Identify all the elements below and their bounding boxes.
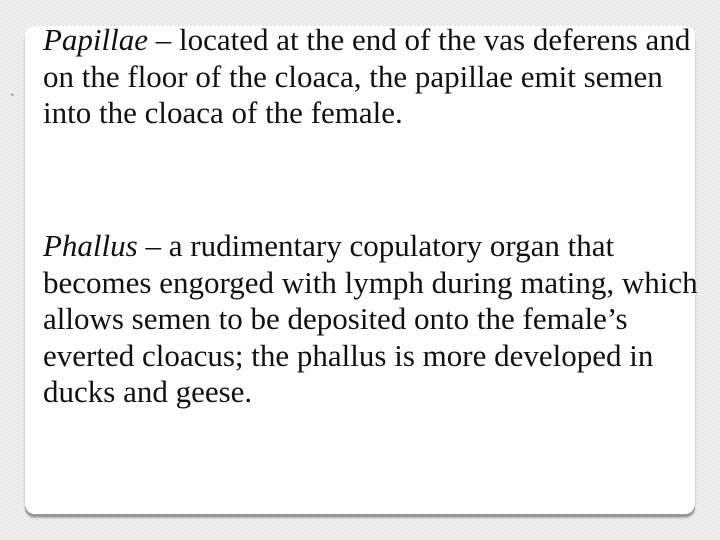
paragraph-phallus xyxy=(43,228,703,411)
definition-papillae: – located at the end of the vas deferens and on the floor of the cloaca, the papillae emit semen into the cloaca of the female. xyxy=(43,22,691,130)
paragraph-papillae xyxy=(43,22,703,132)
bullet-mark-icon: ` xyxy=(8,91,23,109)
term-phallus: Phallus xyxy=(43,228,138,263)
definition-phallus: – a rudimentary copulatory organ that becomes engorged with lymph during mating, which allows semen to be deposited onto the female’s everted cloacus; the phallus is more developed in ducks and geese. xyxy=(43,228,698,409)
term-papillae: Papillae xyxy=(43,22,149,57)
